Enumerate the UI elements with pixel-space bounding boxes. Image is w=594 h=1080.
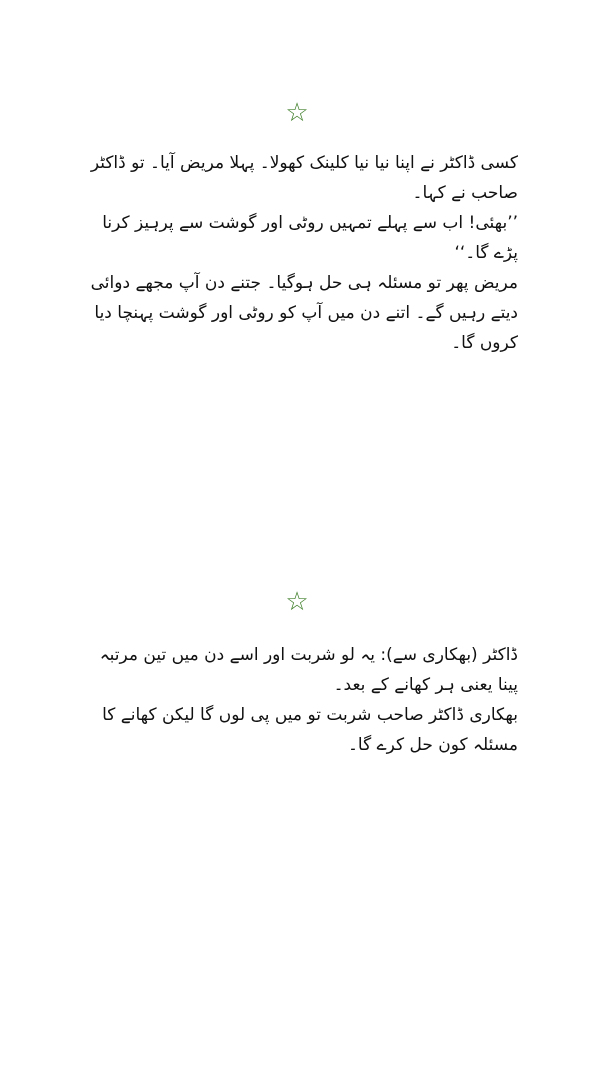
joke-paragraph: ’’بھئی! اب سے پہلے تمہیں روٹی اور گوشت سے پرہیز کرنا پڑے گا۔‘‘ [102,213,518,263]
star-ornament-icon: ☆ [285,98,309,128]
joke-paragraph: بھکاری ڈاکٹر صاحب شربت تو میں پی لوں گا لیکن کھانے کا مسئلہ کون حل کرے گا۔ [102,705,518,755]
joke-paragraph: مریض پھر تو مسئلہ ہی حل ہوگیا۔ جتنے دن آپ مجھے دوائی دیتے رہیں گے۔ اتنے دن میں آپ کو روٹی اور گوشت پہنچا دیا کروں گا۔ [90,273,518,353]
joke-paragraph: ڈاکٹر (بھکاری سے): یہ لو شربت اور اسے دن میں تین مرتبہ پینا یعنی ہر کھانے کے بعد۔ [99,645,518,695]
joke-block [78,640,518,760]
joke-block [78,148,518,358]
star-ornament-icon: ☆ [285,587,309,617]
joke-paragraph: کسی ڈاکٹر نے اپنا نیا نیا کلینک کھولا۔ پہلا مریض آیا۔ تو ڈاکٹر صاحب نے کہا۔ [90,153,518,203]
